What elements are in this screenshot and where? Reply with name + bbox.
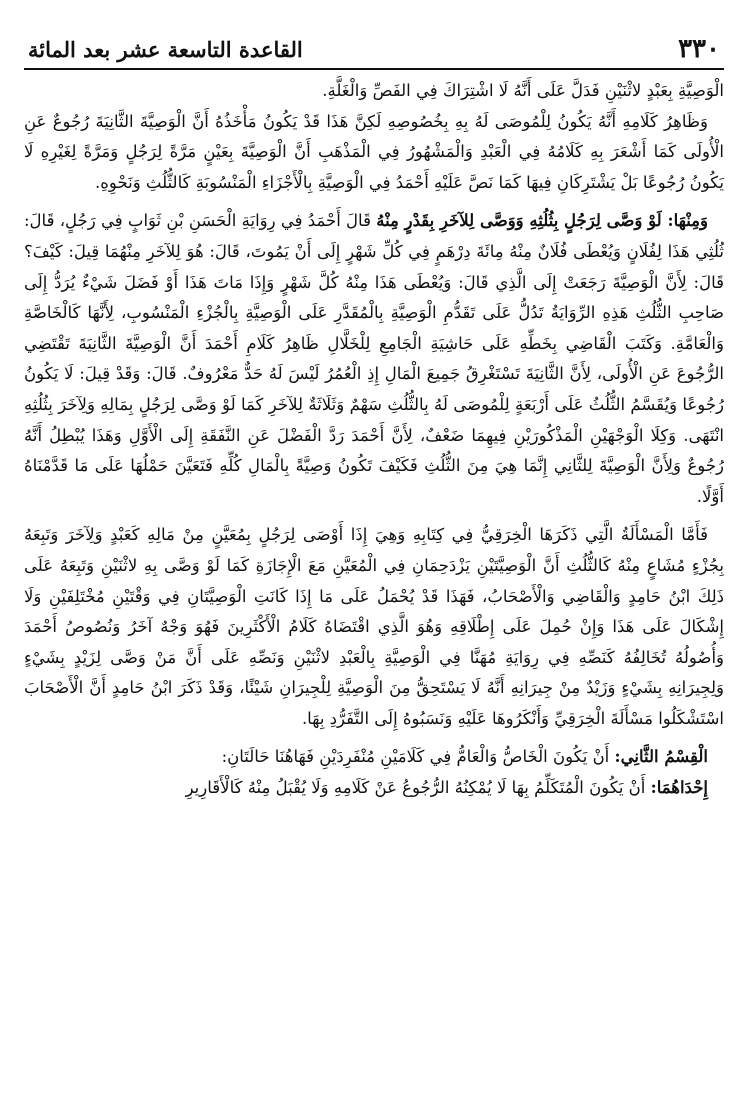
paragraph-text: أَنْ يَكُونَ الْمُتَكَلِّمُ بِهَا لَا يُمْكِنُهُ الرُّجُوعُ عَنْ كَلَامِهِ وَلَا يُقْبَلُ مِنْهُ كَالْأَقَارِيرِ — [185, 778, 646, 798]
section-heading: الْقِسْمُ الثَّانِي: — [614, 747, 708, 767]
paragraph-text: الْوَصِيَّةِ بِعَبْدٍ لاثْنَيْنِ فَدَلَّ عَلَى أَنَّهُ لَا اشْتِرَاكَ فِي الفَصِّ وَالْغَلَّةِ. — [322, 81, 724, 100]
paragraph-text: وَظَاهِرُ كَلَامِهِ أَنَّهُ يَكُونُ لِلْمُوصَى لَهُ بِهِ بِخُصُوصِهِ لَكِنَّ هَذَا قَدْ يَكُونُ مَأْخَذُهُ أَنَّ الْوَصِيَّةَ الثَّانِيَةَ رُجُوعٌ عَنِ الْأُولَى كَمَا أَشْعَرَ بِهِ كَلَامُهُ فِي الْعَبْدِ وَالْمَشْهُورُ فِي الْمَذْهَبِ أَنَّ الْوَصِيَّةَ بِعَيْنٍ مَرَّةً لِرَجُلٍ وَمَرَّةً لِغَيْرِهِ لَا يَكُونُ رُجُوعًا بَلْ يَشْتَرِكَانِ فِيهَا كَمَا نَصَّ عَلَيْهِ أَحْمَدُ فِي الْوَصِيَّةِ بِالْأَجْزَاءِ الْمَنْسُوبَةِ كَالثُّلُثِ وَنَحْوِهِ. — [24, 111, 724, 192]
paragraph-text: فَأَمَّا الْمَسْأَلَةُ الَّتِي ذَكَرَهَا الْخِرَقِيُّ فِي كِتَابِهِ وَهِيَ إِذَا أَوْصَى لِرَجُلٍ بِمُعَيَّنٍ مِنْ مَالِهِ كَعَبْدٍ وَلِآخَرَ وَتَبِعَهُ بِجُزْءٍ مُشَاعٍ مِنْهُ كَالثُّلُثِ أَنَّ الْوَصِيَّتَيْنِ يَزْدَحِمَانِ فِي الْمُعَيَّنِ مَعَ الْإِجَازَةِ كَمَا لَوْ وَصَّى بِهِ لاثْنَيْنِ وَتَبِعَهُ عَلَى ذَلِكَ ابْنُ حَامِدٍ وَالْقَاضِي وَالْأَصْحَابُ، فَهَذَا قَدْ يُحْمَلُ عَلَى مَا إِذَا كَانَتِ الْوَصِيَّتَانِ فِي وَقْتَيْنِ مُخْتَلِفَيْنِ وَلَا إِشْكَالَ عَلَى هَذَا وَإِنْ حُمِلَ عَلَى إِطْلَاقِهِ وَهُوَ الَّذِي اقْتَضَاهُ كَلَامُ الْأَكْثَرِينَ فَهُوَ وَجْهٌ آخَرُ وَنُصُوصُ أَحْمَدَ وَأُصُولُهُ تُخَالِفُهُ كَنَصِّهِ فِي رِوَايَةِ مُهَنَّا فِي الْوَصِيَّةِ بِالْعَبْدِ لاثْنَيْنِ وَنَصِّهِ عَلَى أَنَّ مَنْ وَصَّى لِزَيْدٍ بِشَيْءٍ وَلِجِيرَانِهِ بِشَيْءٍ وَزَيْدٌ مِنْ جِيرَانِهِ أَنَّهُ لَا يَسْتَحِقُّ مِنَ الْوَصِيَّةِ لِلْجِيرَانِ شَيْئًا، وَقَدْ ذَكَرَ ابْنُ حَامِدٍ أَنَّ الْأَصْحَابَ اسْتَشْكَلُوا مَسْأَلَةَ الْخِرَقِيِّ وَأَنْكَرُوهَا عَلَيْهِ وَنَسَبُوهُ إِلَى التَّفَرُّدِ بِهَا. — [24, 525, 724, 728]
paragraph-text: أَنْ يَكُونَ الْخَاصُّ وَالْعَامُّ فِي كَلَامَيْنِ مُنْفَرِدَيْنِ فَهَاهُنَا حَالَتَانِ: — [221, 747, 610, 767]
running-title: القاعدة التاسعة عشر بعد المائة — [28, 37, 303, 62]
body-text — [24, 76, 724, 804]
paragraph-second-section — [24, 742, 724, 773]
paragraph-example-third — [24, 206, 724, 512]
case-heading: إِحْدَاهُمَا: — [650, 778, 708, 798]
paragraph-text: قَالَ أَحْمَدُ فِي رِوَايَةِ الْحَسَنِ بْنِ ثَوَابٍ فِي رَجُلٍ، قَالَ: ثُلُثِي هَذَا لِفُلَانٍ وَيُعْطَى فُلَانٌ مِنْهُ مِائَةَ دِرْهَمٍ فِي كُلِّ شَهْرٍ إِلَى أَنْ يَمُوتَ، قَالَ: هُوَ لِلآخَرِ مِنْهُمَا قِيلَ: كَيْفَ؟ قَالَ: لِأَنَّ الْوَصِيَّةَ رَجَعَتْ إِلَى الَّذِي قَالَ: وَيُعْطَى هَذَا مِنْهُ كُلَّ شَهْرٍ وَإِذَا مَاتَ هَذَا أَوْ فَضَلَ شَيْءٌ يُرَدُّ إِلَى صَاحِبِ الثُّلُثِ هَذِهِ الرِّوَايَةُ تَدُلُّ عَلَى تَقَدُّمِ الْوَصِيَّةِ بِالْمُقَدَّرِ عَلَى الْوَصِيَّةِ بِالْجُزْءِ الْمَنْسُوبِ، لِأَنَّهَا كَالْخَاصَّةِ وَالْعَامَّةِ. وَكَتَبَ الْقَاضِي بِخَطِّهِ عَلَى حَاشِيَةِ الْجَامِعِ لِلْخَلَّالِ ظَاهِرُ كَلَامِ أَحْمَدَ أَنَّ الْوَصِيَّةَ الثَّانِيَةَ تَقْتَضِي الرُّجُوعَ عَنِ الْأُولَى، لِأَنَّ الثَّانِيَةَ تَسْتَغْرِقُ جَمِيعَ الْمَالِ إِذِ الْعُمُرُ لَيْسَ لَهُ حَدٌّ مَعْرُوفٌ. قَالَ: وَقَدْ قِيلَ: لَا يَكُونُ رُجُوعًا وَيُقَسَّمُ الثُّلُثُ عَلَى أَرْبَعَةٍ لِلْمُوصَى لَهُ بِالثُّلُثِ سَهْمٌ وَثَلَاثَةٌ لِلآخَرِ كَمَا لَوْ وَصَّى لِرَجُلٍ بِمَالِهِ وَلِآخَرَ بِثُلُثِهِ انْتَهَى. وَكِلَا الْوَجْهَيْنِ الْمَذْكُورَيْنِ فِيهِمَا ضَعْفٌ، لِأَنَّ أَحْمَدَ رَدَّ الْفَضْلَ عَنِ النَّفَقَةِ إِلَى الْأَوَّلِ وَهَذَا يُبْطِلُ أَنَّهُ رُجُوعٌ وَلِأَنَّ الْوَصِيَّةَ لِلثَّانِي إِنَّمَا هِيَ مِنَ الثُّلُثِ فَكَيْفَ تَكُونُ وَصِيَّةً بِالْمَالِ كُلِّهِ فَتَعَيَّنَ حَمْلُهَا عَلَى مَا قَدَّمْنَاهُ أَوَّلًا. — [24, 211, 725, 506]
page-number: ٣٣٠ — [678, 34, 720, 64]
paragraph-continuation — [24, 76, 724, 107]
page-header — [24, 30, 724, 70]
paragraph-first-case — [24, 773, 724, 804]
paragraph-apparent-meaning — [24, 107, 724, 199]
book-page — [24, 30, 724, 1070]
paragraph-lead: وَمِنْهَا: لَوْ وَصَّى لِرَجُلٍ بِثُلُثِهِ وَوَصَّى لِلآخَرِ بِقَدْرٍ مِنْهُ — [376, 211, 708, 231]
paragraph-kharaqi-issue — [24, 520, 724, 734]
